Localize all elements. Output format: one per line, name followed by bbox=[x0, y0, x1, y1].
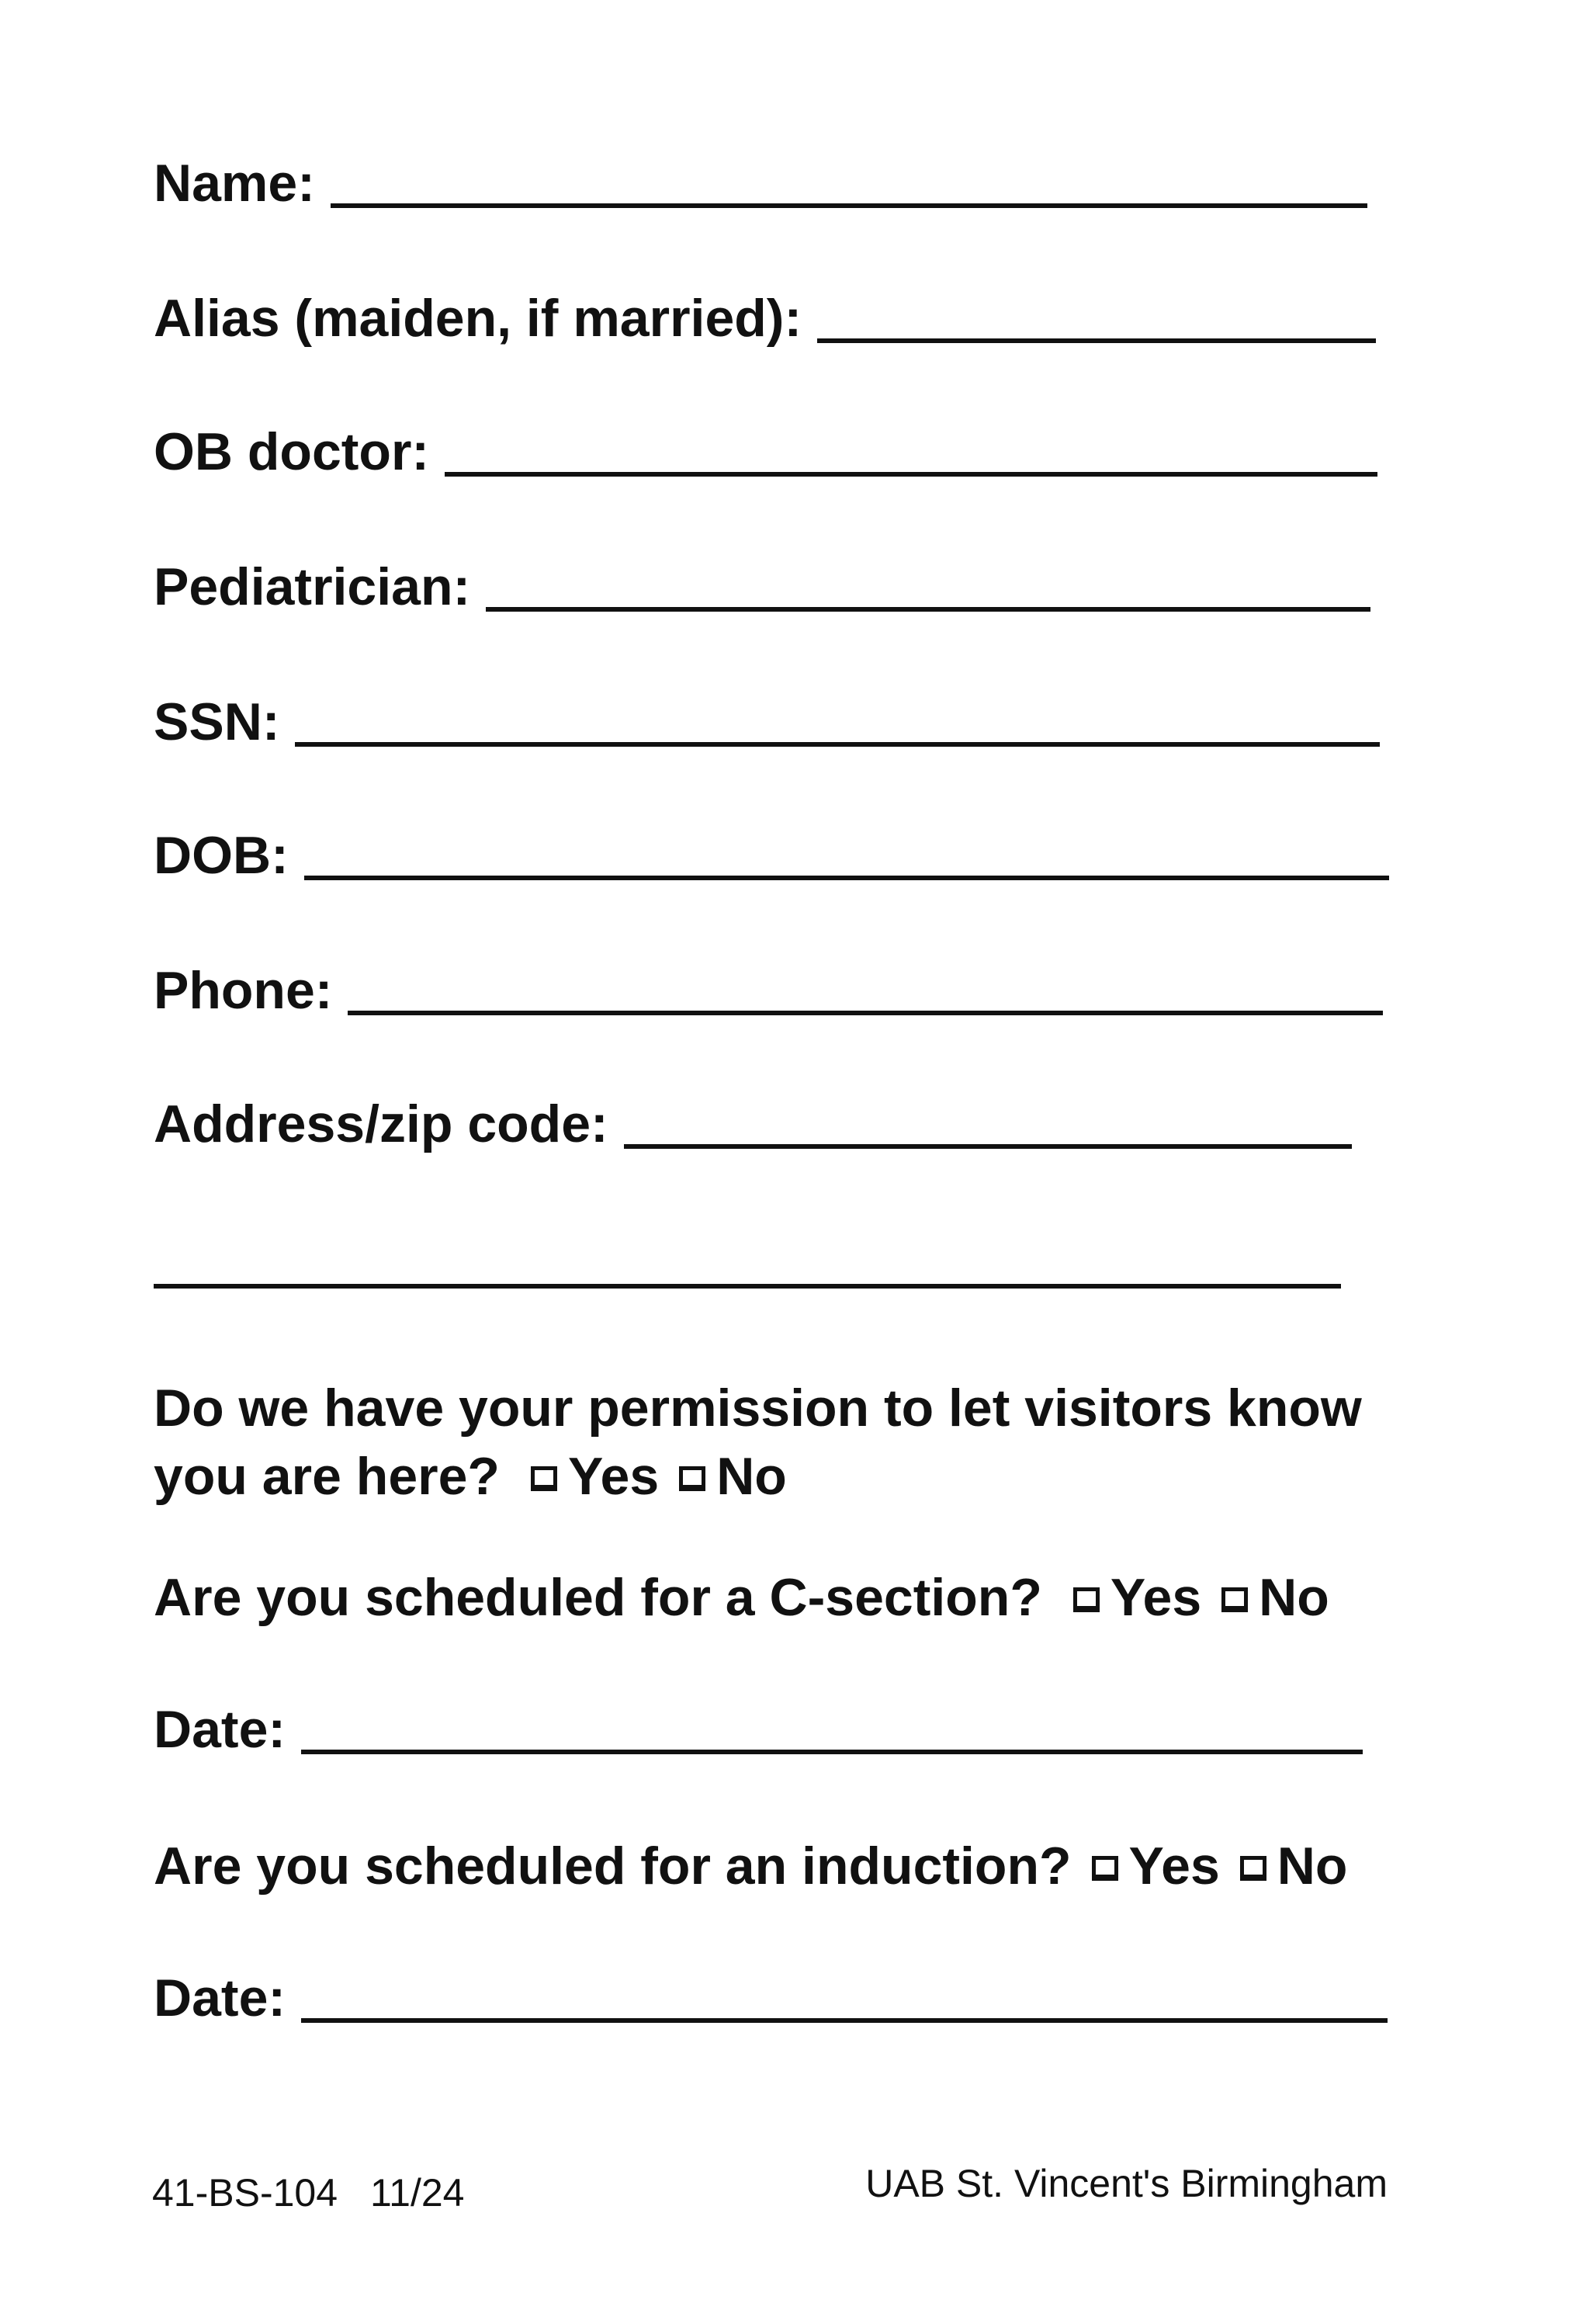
induction-date-input-line[interactable] bbox=[301, 2018, 1388, 2023]
ssn-input-line[interactable] bbox=[295, 742, 1380, 747]
ob-doctor-label: OB doctor: bbox=[154, 422, 430, 481]
alias-label: Alias (maiden, if married): bbox=[154, 289, 802, 348]
induction-question-text: Are you scheduled for an induction? bbox=[154, 1837, 1072, 1896]
alias-field bbox=[154, 289, 1376, 348]
address-field bbox=[154, 1094, 1352, 1153]
pediatrician-input-line[interactable] bbox=[486, 607, 1370, 612]
induction-date-label: Date: bbox=[154, 1968, 286, 2027]
induction-question bbox=[154, 1832, 1347, 1900]
visitors-question-text: you are here? bbox=[154, 1447, 500, 1506]
form-number-text: 41-BS-104 bbox=[152, 2171, 338, 2215]
pediatrician-label: Pediatrician: bbox=[154, 557, 471, 616]
induction-no-checkbox[interactable] bbox=[1240, 1856, 1266, 1881]
csection-date-field bbox=[154, 1700, 1363, 1759]
visitors-no-label: No bbox=[716, 1447, 787, 1506]
visitors-question-line1: Do we have your permission to let visitors know bbox=[154, 1379, 1362, 1438]
dob-input-line[interactable] bbox=[304, 876, 1389, 880]
induction-no-label: No bbox=[1277, 1837, 1348, 1896]
csection-yes-label: Yes bbox=[1110, 1568, 1202, 1627]
csection-date-input-line[interactable] bbox=[301, 1750, 1363, 1754]
pediatrician-field bbox=[154, 557, 1370, 616]
induction-yes-label: Yes bbox=[1128, 1837, 1220, 1896]
address-input-line-2[interactable] bbox=[154, 1284, 1341, 1289]
dob-label: DOB: bbox=[154, 826, 289, 885]
induction-date-field bbox=[154, 1968, 1388, 2027]
name-label: Name: bbox=[154, 154, 315, 213]
ob-doctor-input-line[interactable] bbox=[445, 472, 1377, 477]
ssn-label: SSN: bbox=[154, 692, 280, 751]
phone-input-line[interactable] bbox=[348, 1011, 1383, 1015]
address-label: Address/zip code: bbox=[154, 1094, 608, 1153]
dob-field bbox=[154, 826, 1389, 885]
address-input-line[interactable] bbox=[624, 1144, 1352, 1149]
csection-no-label: No bbox=[1259, 1568, 1329, 1627]
csection-yes-checkbox[interactable] bbox=[1073, 1587, 1100, 1612]
csection-date-label: Date: bbox=[154, 1700, 286, 1759]
phone-field bbox=[154, 961, 1383, 1020]
visitors-no-checkbox[interactable] bbox=[679, 1466, 705, 1491]
name-field bbox=[154, 154, 1367, 213]
visitors-question bbox=[154, 1374, 1362, 1511]
csection-no-checkbox[interactable] bbox=[1221, 1587, 1248, 1612]
visitors-yes-label: Yes bbox=[567, 1447, 660, 1506]
name-input-line[interactable] bbox=[331, 203, 1367, 208]
visitors-question-line2 bbox=[154, 1442, 1362, 1511]
form-number bbox=[152, 2170, 464, 2215]
induction-yes-checkbox[interactable] bbox=[1092, 1856, 1118, 1881]
visitors-yes-checkbox[interactable] bbox=[531, 1466, 557, 1491]
csection-question-text: Are you scheduled for a C-section? bbox=[154, 1568, 1042, 1627]
phone-label: Phone: bbox=[154, 961, 333, 1020]
ssn-field bbox=[154, 692, 1380, 751]
alias-input-line[interactable] bbox=[817, 338, 1376, 343]
organization-name: UAB St. Vincent's Birmingham bbox=[865, 2162, 1388, 2205]
ob-doctor-field bbox=[154, 422, 1377, 481]
csection-question bbox=[154, 1563, 1329, 1632]
form-revision-text: 11/24 bbox=[370, 2171, 465, 2215]
